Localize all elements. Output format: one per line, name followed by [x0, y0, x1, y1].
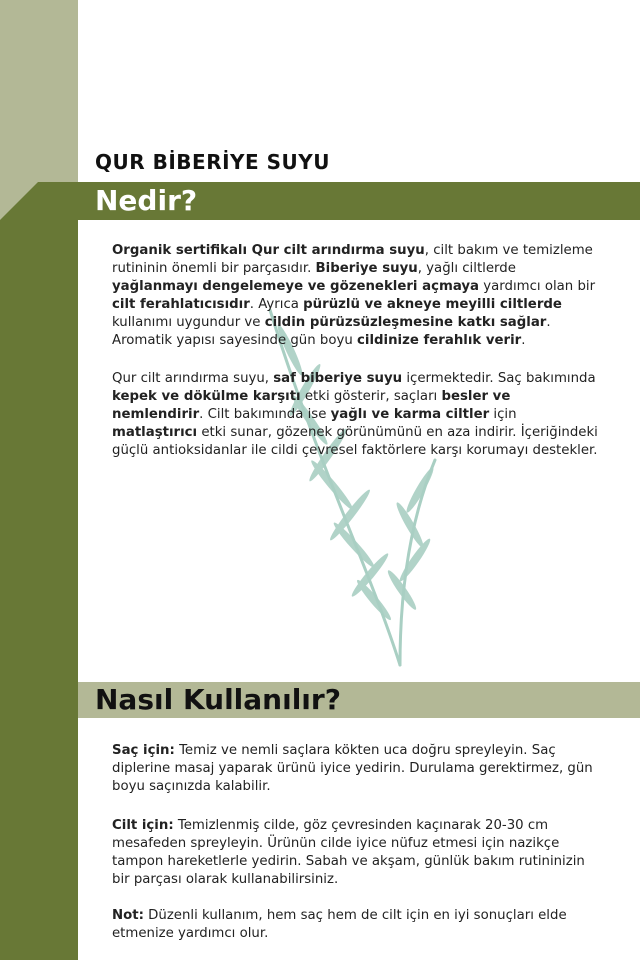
band-corner-diagonal — [0, 182, 38, 220]
text-run: cildin pürüzsüzleşmesine katkı sağlar — [264, 315, 547, 330]
product-kicker: QUR BİBERİYE SUYU — [95, 150, 331, 174]
text-run: , yağlı ciltlerde — [417, 261, 516, 276]
text-run: Cilt için: — [112, 818, 174, 833]
text-run: yağlanmayı dengelemeye ve gözenekleri açmaya — [112, 279, 480, 294]
text-run: cilt ferahlatıcısıdır — [112, 297, 250, 312]
text-run: Qur cilt arındırma suyu, — [112, 371, 274, 386]
text-run: kullanımı uygundur ve — [112, 315, 265, 330]
text-run: besler ve nemlendirir — [112, 389, 511, 422]
text-run: , cilt bakım ve temizleme rutininin önemli bir parçasıdır. — [112, 243, 593, 276]
text-run: yağlı ve karma ciltler — [330, 407, 490, 422]
section-title-usage: Nasıl Kullanılır? — [95, 683, 341, 716]
text-run: içermektedir. Saç bakımında — [402, 371, 596, 386]
text-run: Biberiye suyu — [315, 261, 418, 276]
text-run: pürüzlü ve akneye meyilli ciltlerde — [303, 297, 562, 312]
text-run: etki sunar, gözenek görünümünü en aza indirir. İçeriğindeki güçlü antioksidanlar ile cildi çevresel faktörlere karşı korumayı destekler. — [112, 425, 598, 458]
text-run: Not: — [112, 908, 144, 923]
text-run: kepek ve dökülme karşıtı — [112, 389, 301, 404]
text-run: Temiz ve nemli saçlara kökten uca doğru spreyleyin. Saç diplerine masaj yaparak ürünü iyice yedirin. Durulama gerektirmez, gün boyu saçınızda kalabilir. — [112, 743, 593, 794]
text-run: Organik sertifikalı — [112, 243, 252, 258]
text-run: saf biberiye suyu — [273, 371, 403, 386]
text-run: . Ayrıca — [249, 297, 304, 312]
about-paragraph-1 — [112, 242, 602, 350]
usage-hair — [112, 742, 602, 796]
section-title-nedir: Nedir? — [95, 184, 198, 217]
usage-note — [112, 907, 602, 943]
usage-skin — [112, 817, 602, 889]
text-run: . Aromatik yapısı sayesinde gün boyu — [112, 315, 551, 348]
text-run: . — [521, 333, 526, 348]
text-run: . Cilt bakımında ise — [199, 407, 331, 422]
text-run: Temizlenmiş cilde, göz çevresinden kaçınarak 20-30 cm mesafeden spreyleyin. Ürünün cilde iyice nüfuz etmesi için nazikçe tampon hareketlerle yedirin. Sabah ve akşam, günlük bakım rutininizin bir parçası olarak kullanabilirsiniz. — [112, 818, 585, 887]
text-run: Düzenli kullanım, hem saç hem de cilt için en iyi sonuçları elde etmenize yardımcı olur. — [112, 908, 567, 941]
text-run: cildinize ferahlık verir — [357, 333, 522, 348]
text-run: matlaştırıcı — [112, 425, 198, 440]
text-run: Saç için: — [112, 743, 175, 758]
text-run: etki gösterir, saçları — [300, 389, 442, 404]
side-stripe-dark — [0, 182, 78, 960]
text-run: yardımcı olan bir — [479, 279, 596, 294]
about-paragraph-2 — [112, 370, 602, 460]
text-run: Qur cilt arındırma suyu — [251, 243, 425, 258]
text-run: için — [489, 407, 517, 422]
